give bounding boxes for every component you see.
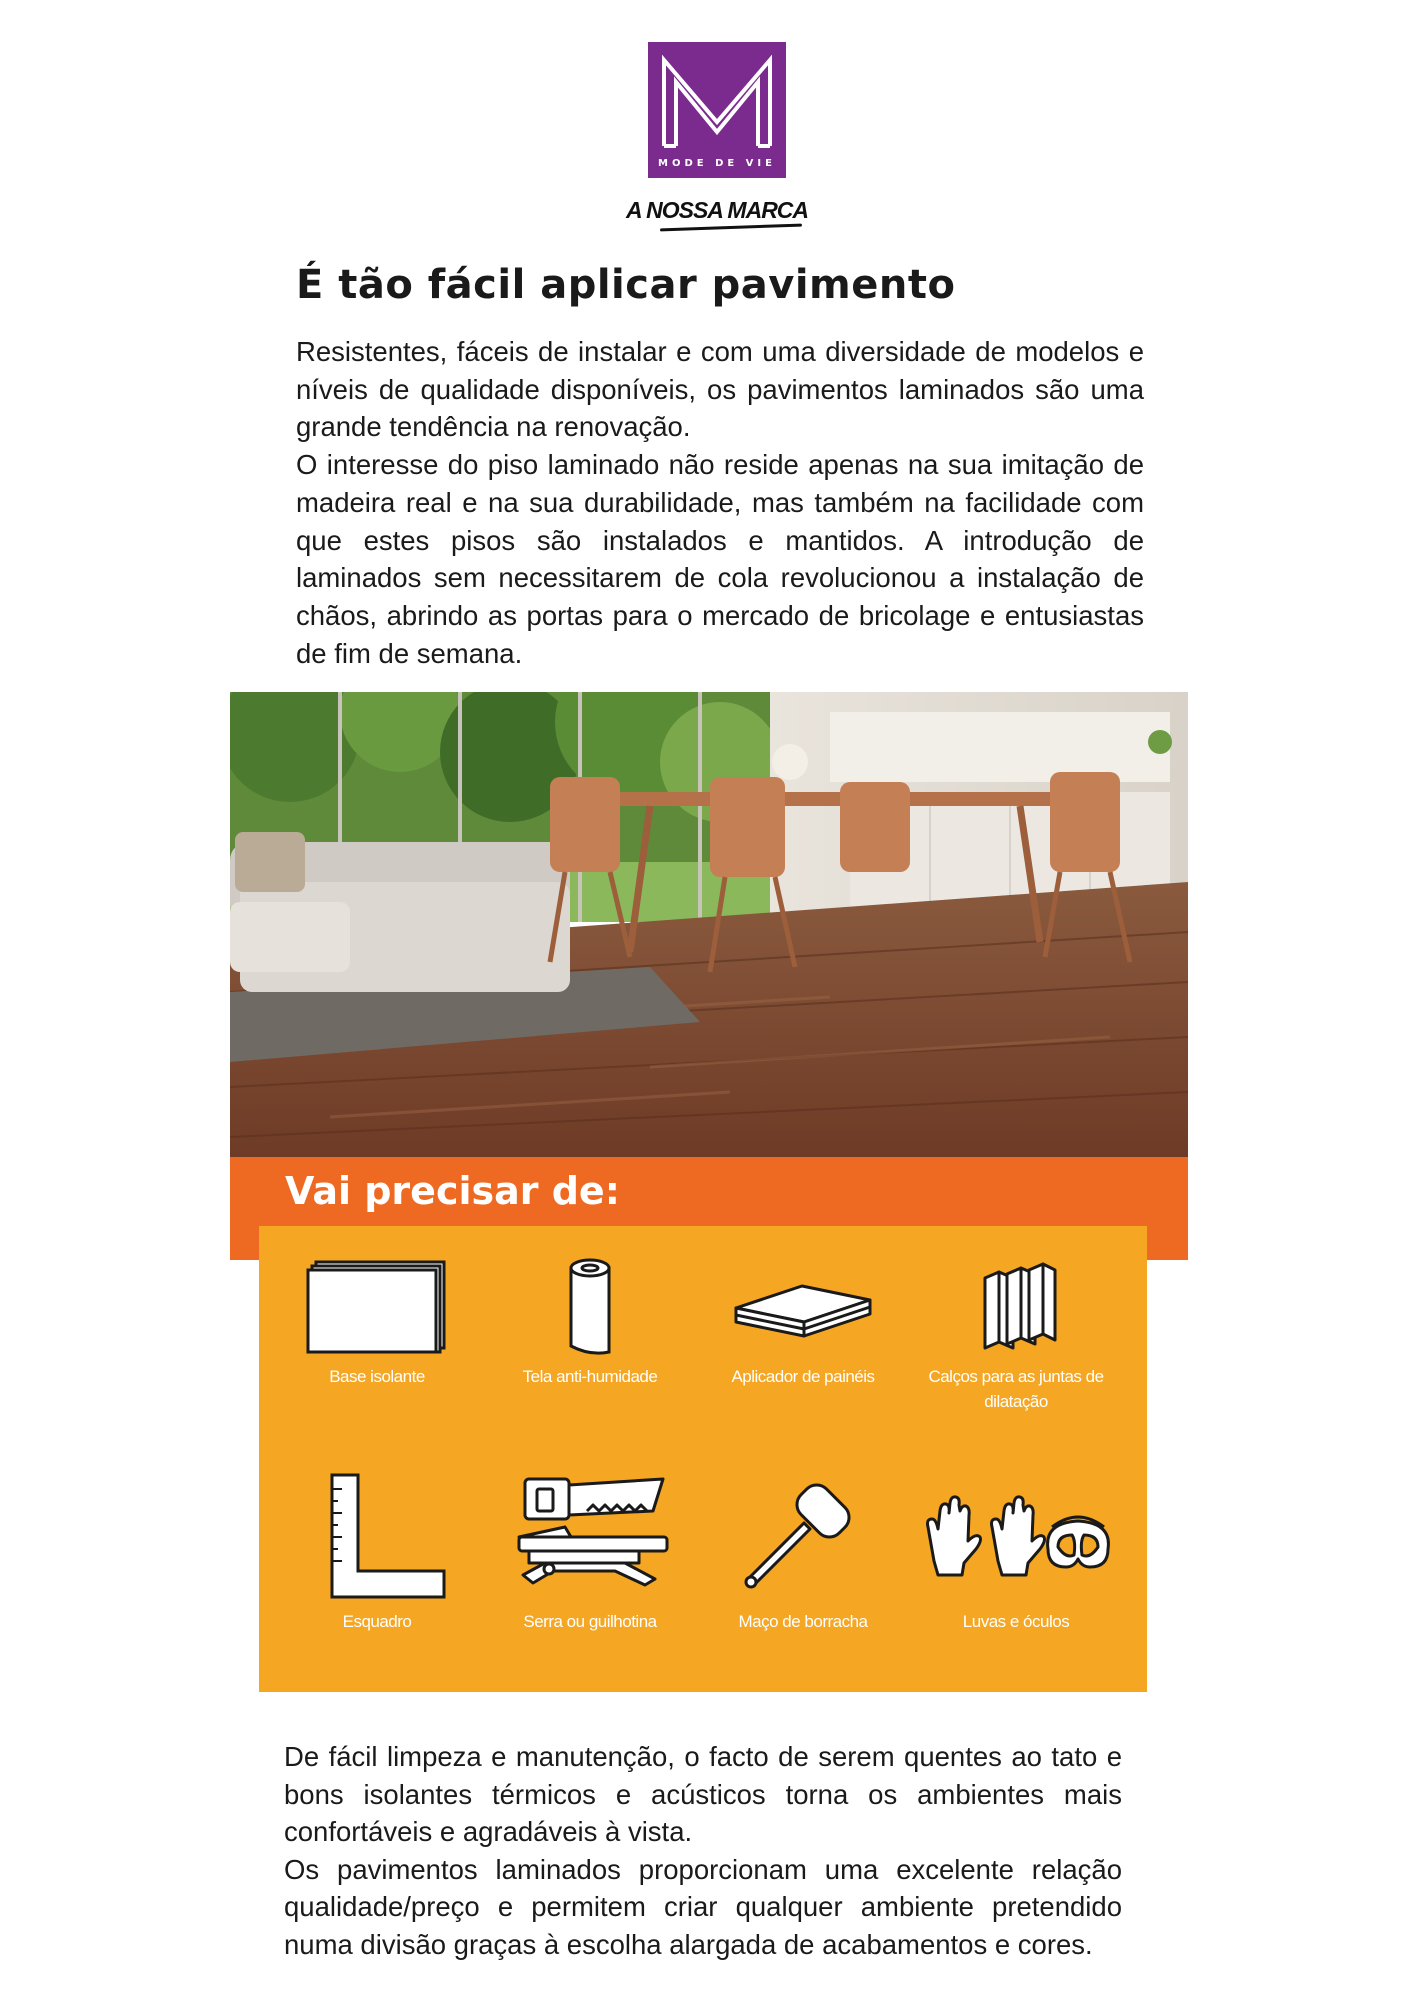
tool-item: [485, 1256, 695, 1389]
laminate-floor-scene-image: [230, 692, 1188, 1157]
tool-label: Maço de borracha: [738, 1612, 868, 1631]
tapping-block-icon: [728, 1256, 878, 1356]
tool-item: [698, 1471, 908, 1634]
article-title: É tão fácil aplicar pavimento: [296, 262, 956, 308]
outro-paragraph: Os pavimentos laminados proporcionam uma excelente relação qualidade/preço e permitem criar qualquer ambiente pretendido numa divisão graças à escolha alargada de acabamentos e cores.: [284, 1853, 1122, 1960]
tool-item: [911, 1471, 1121, 1634]
tool-label: Esquadro: [342, 1612, 412, 1631]
rubber-mallet-icon: [728, 1471, 878, 1601]
tool-item: [698, 1256, 908, 1389]
living-room-photo: [230, 692, 1188, 1157]
tool-item: [911, 1256, 1121, 1414]
tagline-underline: [660, 224, 802, 232]
outro-text: [284, 1738, 1122, 1963]
intro-paragraph: Resistentes, fáceis de instalar e com uma diversidade de modelos e níveis de qualidade disponíveis, os pavimentos laminados são uma grande tendência na renovação.: [296, 336, 1144, 443]
gloves-goggles-icon: [916, 1471, 1116, 1601]
tool-label: Luvas e óculos: [962, 1612, 1070, 1631]
tool-label: Base isolante: [329, 1367, 425, 1386]
intro-text: [296, 333, 1144, 672]
tool-label: Calços para as juntas de dilatação: [928, 1367, 1104, 1411]
tool-item: [272, 1256, 482, 1389]
set-square-icon: [302, 1471, 452, 1601]
brand-tagline: A NOSSA MARCA: [625, 197, 809, 223]
tool-label: Aplicador de painéis: [731, 1367, 875, 1386]
underlay-sheets-icon: [302, 1256, 452, 1356]
spacer-wedges-icon: [941, 1256, 1091, 1356]
tool-label: Tela anti-humidade: [522, 1367, 658, 1386]
tool-item: [485, 1471, 695, 1634]
tool-label: Serra ou guilhotina: [523, 1612, 657, 1631]
saw-guillotine-icon: [505, 1471, 675, 1601]
moisture-roll-icon: [515, 1256, 665, 1356]
tool-item: [272, 1471, 482, 1634]
tools-heading: Vai precisar de:: [285, 1169, 620, 1213]
intro-paragraph: O interesse do piso laminado não reside apenas na sua imitação de madeira real e na sua durabilidade, mas também na facilidade com que estes pisos são instalados e mantidos. A introdução de laminados sem necessitarem de cola revolucionou a instalação de chãos, abrindo as portas para o mercado de bricolage e entusiastas de fim de semana.: [296, 449, 1144, 669]
logo-text: MODE DE VIE: [658, 158, 776, 169]
brand-logo: [648, 42, 786, 178]
outro-paragraph: De fácil limpeza e manutenção, o facto de serem quentes ao tato e bons isolantes térmicos e acústicos torna os ambientes mais confortáveis e agradáveis à vista.: [284, 1741, 1122, 1847]
tools-panel: [259, 1226, 1147, 1692]
